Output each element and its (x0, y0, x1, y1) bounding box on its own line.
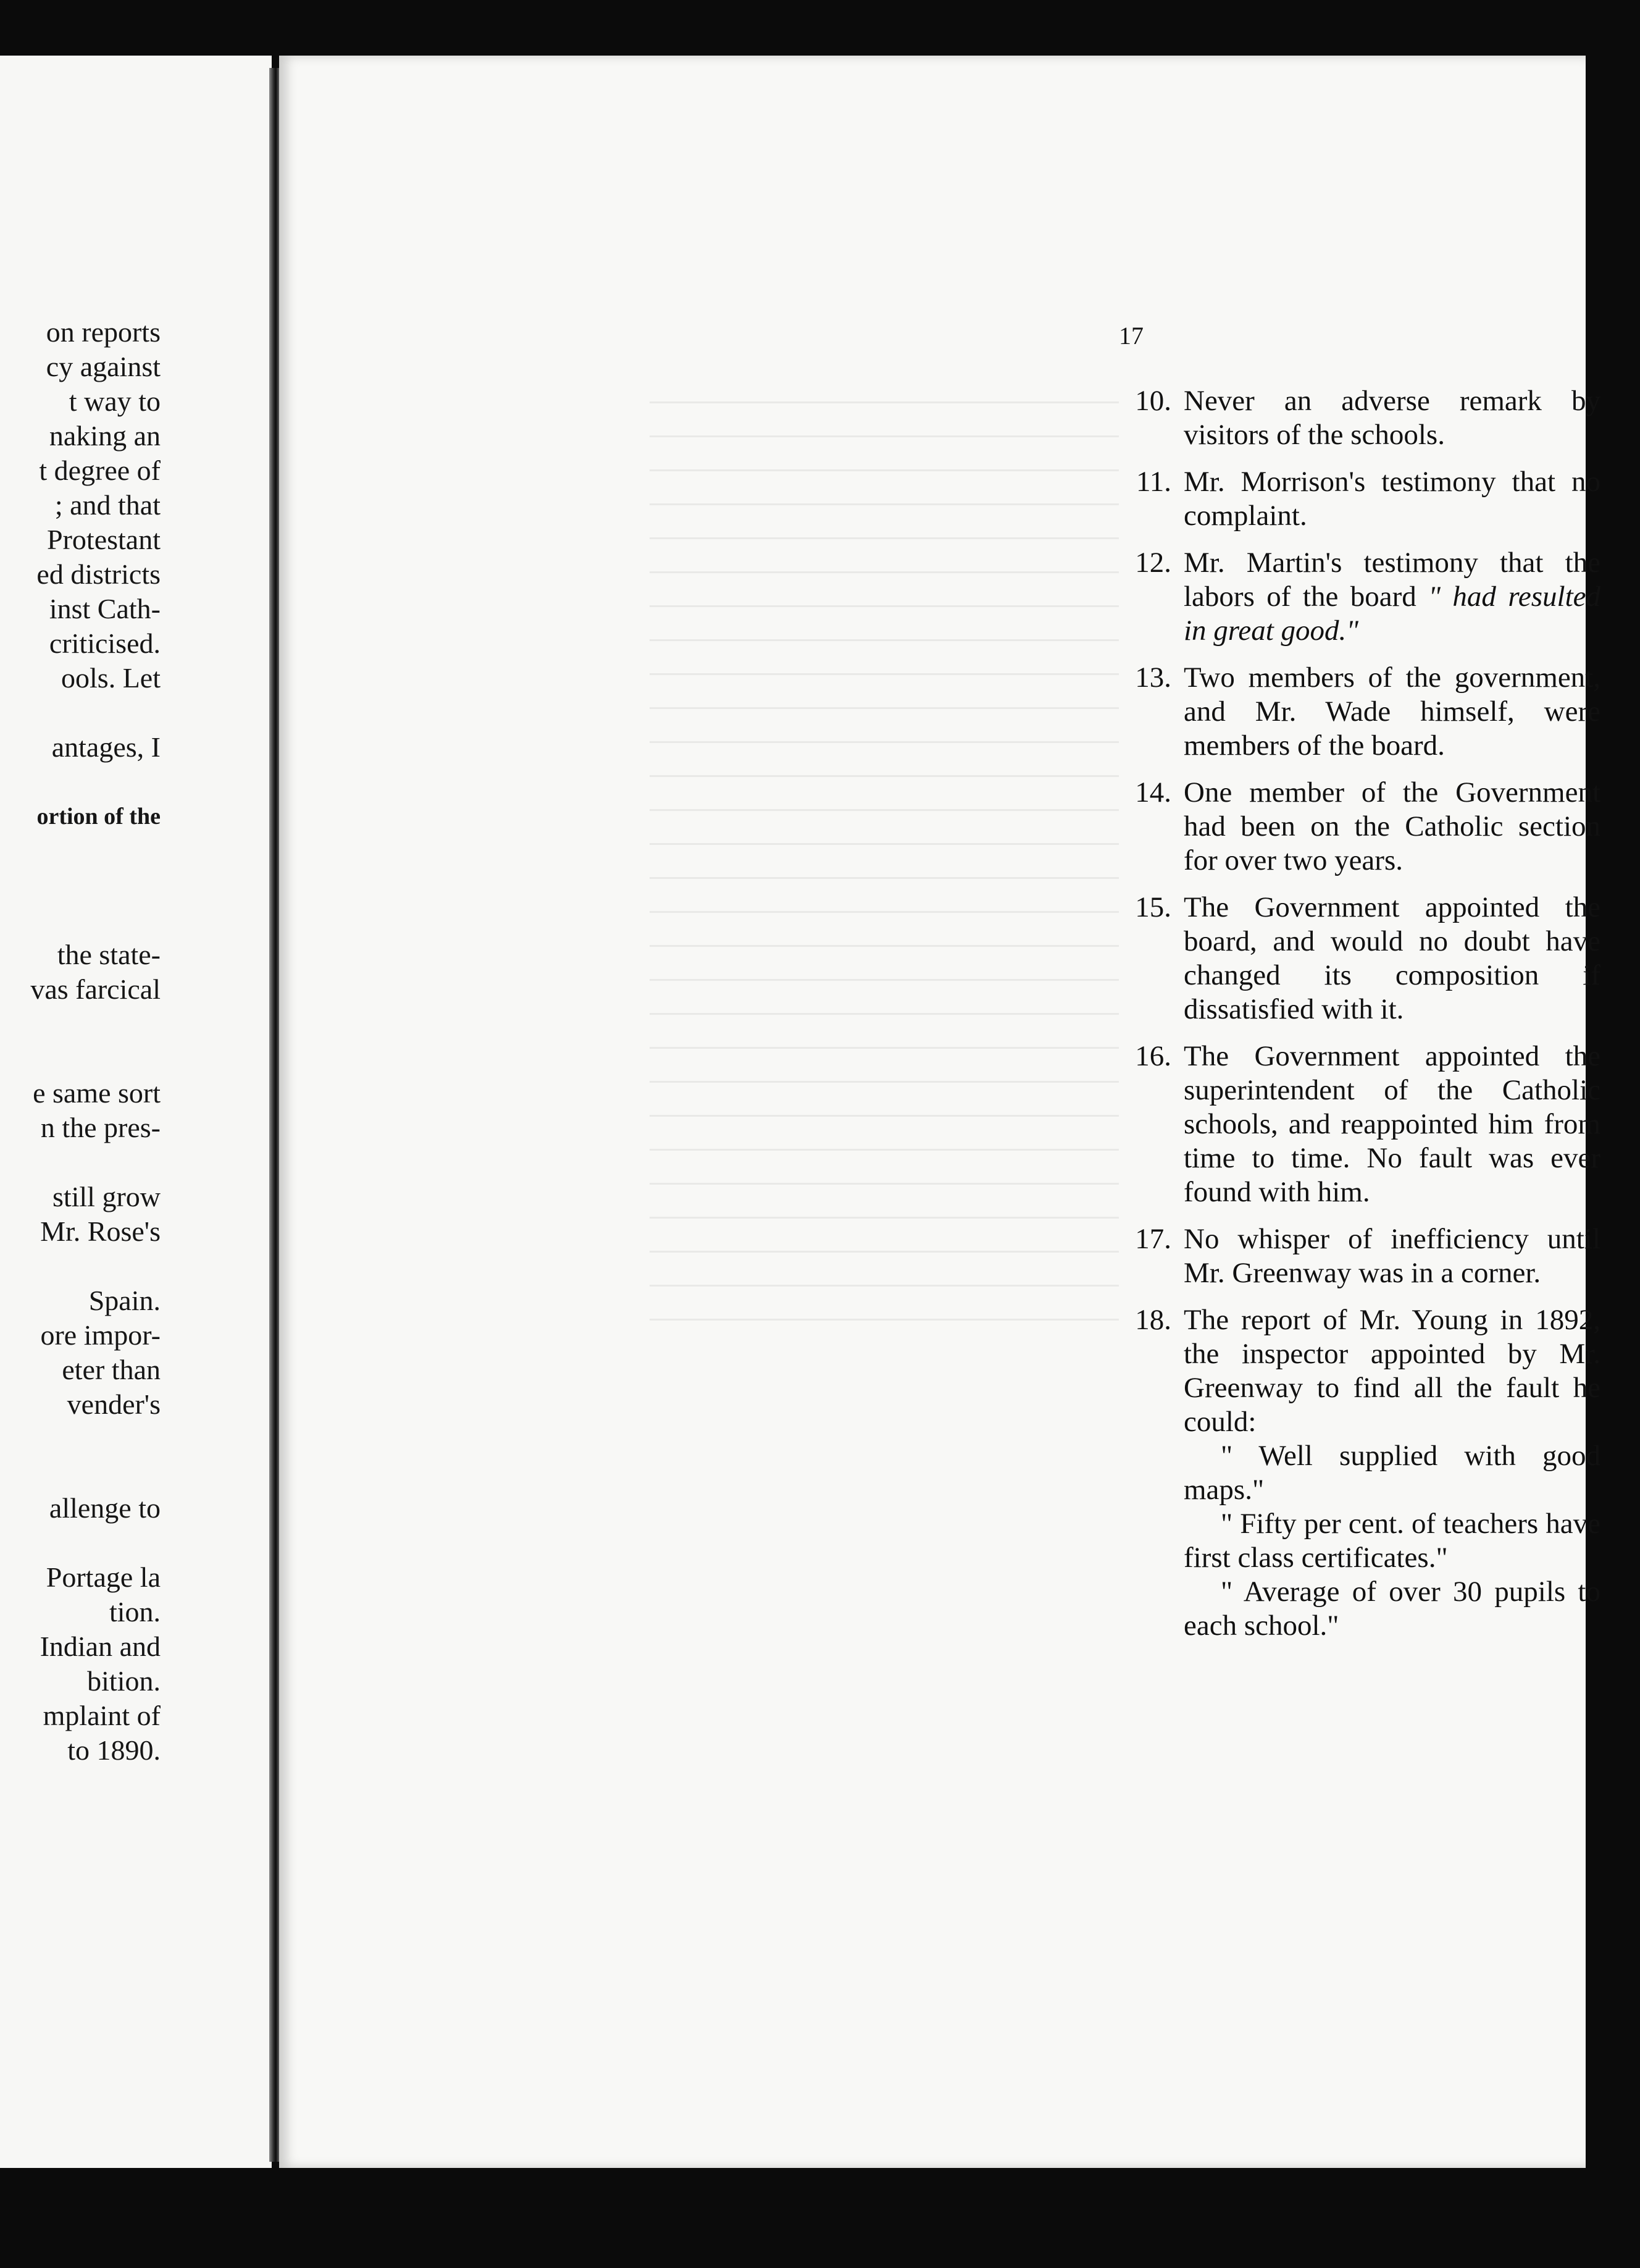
left-page-line: vas farcical (30, 973, 161, 1005)
left-page-line: allenge to (49, 1492, 161, 1524)
left-page-line: tion. (109, 1596, 161, 1628)
left-page-line: Spain. (88, 1285, 161, 1316)
left-page-line: ools. Let (61, 662, 161, 694)
left-page-line (0, 1526, 161, 1560)
left-page-line: ortion of the (36, 804, 161, 830)
left-page-line (0, 1422, 161, 1456)
left-page-line: t degree of (39, 455, 161, 486)
left-page-line: Portage la (46, 1561, 161, 1593)
left-page-line (0, 1041, 161, 1076)
left-page-line: still grow (52, 1181, 161, 1212)
left-page-fragment (0, 56, 272, 2168)
left-page-line: ed districts (36, 558, 161, 590)
quote: " Fifty per cent. of teachers have first class certificates." (1184, 1508, 1600, 1574)
item-text-plain: Mr. Martin's testimony that the labors of the board (1184, 547, 1600, 613)
list-item (1135, 1303, 1600, 1643)
left-page-line: Indian and (40, 1631, 161, 1662)
item-text: Two members of the government, and Mr. Wade himself, were members of the board. (1184, 662, 1600, 762)
item-number: 14. (1135, 776, 1171, 808)
left-page-line: antages, I (51, 731, 161, 763)
left-page-line: eter than (62, 1354, 161, 1385)
item-text: One member of the Government had been on the Catholic section for over two years. (1184, 776, 1600, 876)
left-page-line: to 1890. (67, 1734, 161, 1766)
right-page (279, 56, 1600, 2168)
left-page-line: n the pres- (40, 1112, 161, 1143)
left-page-line: criticised. (49, 628, 161, 659)
item-number: 16. (1135, 1040, 1171, 1072)
item-text: No whisper of inefficiency until Mr. Greenway was in a corner. (1184, 1223, 1600, 1289)
quote: " Average of over 30 pupils to each school." (1184, 1576, 1600, 1642)
item-number: 10. (1135, 385, 1171, 417)
quote: " Well supplied with good maps." (1184, 1440, 1600, 1506)
list-item (1136, 465, 1600, 533)
left-page-line (0, 1007, 161, 1041)
left-page-line (0, 765, 161, 799)
item-number: 18. (1135, 1304, 1171, 1336)
left-page-line: t way to (69, 385, 161, 417)
left-page-text (0, 315, 161, 1768)
left-page-line: Mr. Rose's (40, 1216, 161, 1247)
left-page-line: ore impor- (40, 1319, 161, 1351)
numbered-list (1135, 384, 1600, 1656)
left-page-line: cy against (46, 351, 161, 382)
left-page-line (0, 695, 161, 730)
left-page-line: naking an (49, 420, 161, 452)
left-page-line: Protestant (47, 524, 161, 555)
list-item (1135, 1040, 1600, 1209)
item-number: 15. (1135, 891, 1171, 923)
left-page-line (0, 834, 161, 868)
item-number: 17. (1135, 1223, 1171, 1255)
left-page-line: e same sort (33, 1077, 161, 1109)
item-text: The Government appointed the board, and would no doubt have changed its composition if dissatisfied with it. (1184, 891, 1600, 1025)
item-number: 13. (1135, 662, 1171, 694)
list-item (1135, 661, 1600, 763)
item-text: Never an adverse remark by visitors of the schools. (1184, 385, 1600, 451)
item-text: Mr. Morrison's testimony that no complaint. (1184, 466, 1600, 532)
item-number: 12. (1135, 547, 1171, 579)
left-page-line: on reports (46, 316, 161, 348)
left-page-line: ; and that (54, 489, 161, 521)
left-page-line: inst Cath- (49, 593, 161, 624)
list-item (1135, 776, 1600, 878)
item-text-italic: " had resulted in great good." (1184, 581, 1600, 647)
list-item (1135, 891, 1600, 1027)
left-page-line (0, 1145, 161, 1180)
item-text: The report of Mr. Young in 1892, the inspector appointed by Mr. Greenway to find all the fault he could: (1184, 1304, 1600, 1438)
list-item (1135, 384, 1600, 452)
item-text: The Government appointed the superintendent of the Catholic schools, and reappointed him from time to time. No fault was ever found with him. (1184, 1040, 1600, 1208)
list-item (1135, 1222, 1600, 1290)
left-page-line: mplaint of (43, 1700, 161, 1731)
item-number: 11. (1136, 466, 1171, 498)
left-page-line (0, 1456, 161, 1491)
page-number: 17 (1119, 322, 1144, 350)
list-item (1135, 546, 1600, 648)
left-page-line: vender's (67, 1388, 161, 1420)
show-through-text (650, 401, 1119, 1328)
item-text (1156, 546, 1600, 648)
left-page-line (0, 903, 161, 938)
left-page-line (0, 1249, 161, 1283)
left-page-line: the state- (57, 939, 161, 970)
left-page-line (0, 868, 161, 903)
left-page-line: bition. (87, 1665, 161, 1697)
